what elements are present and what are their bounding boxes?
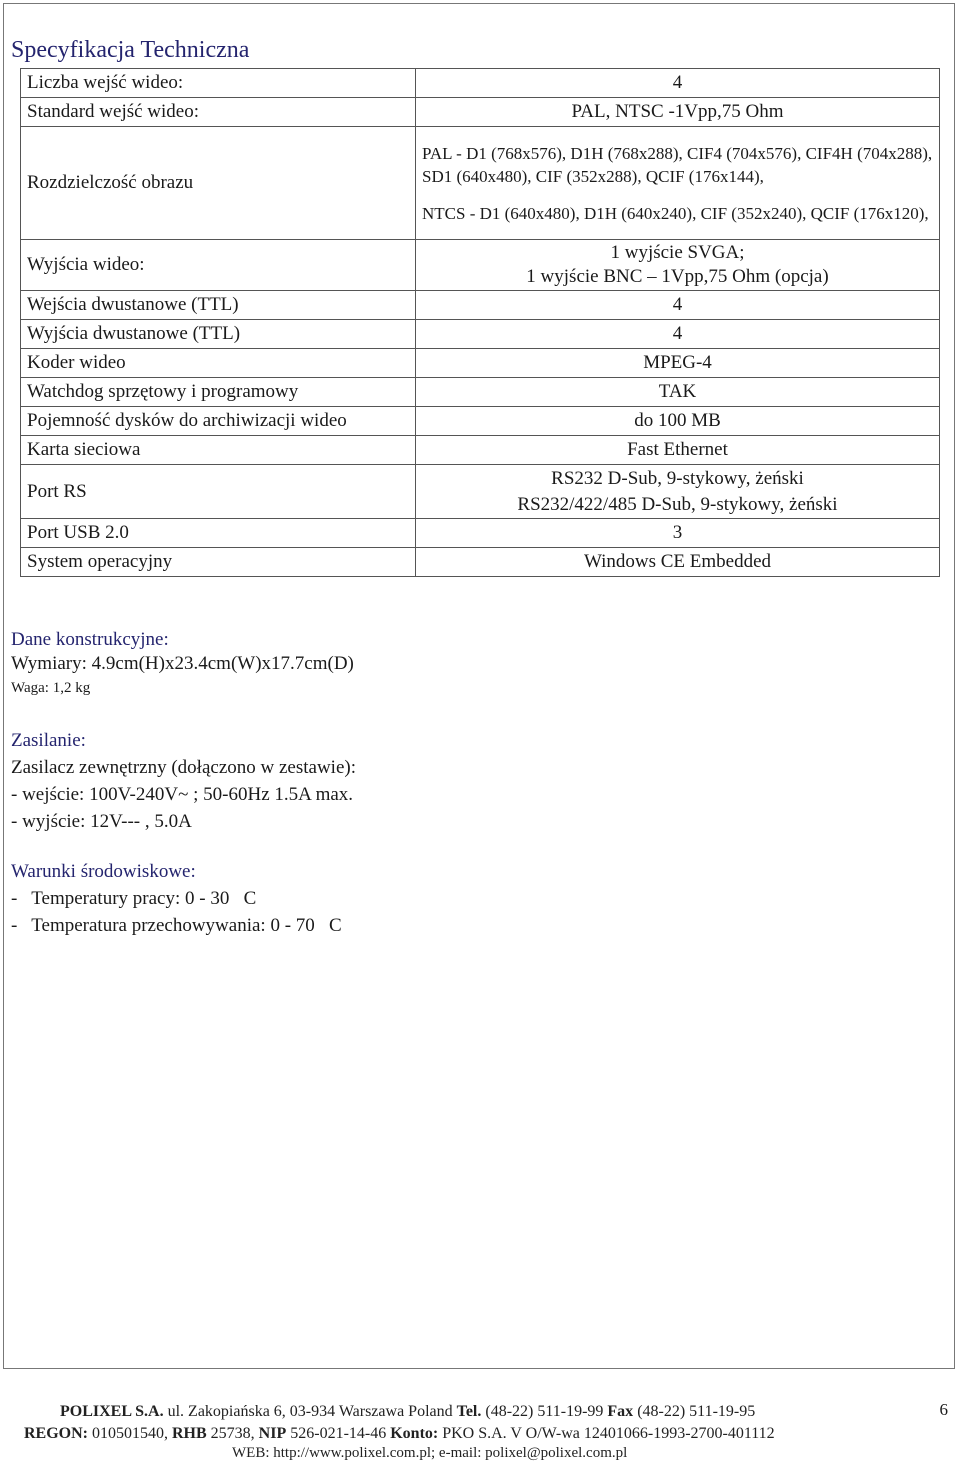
spec-value xyxy=(416,127,940,240)
resolution-pal: PAL - D1 (768x576), D1H (768x288), CIF4 (704x576), CIF4H (704x288), SD1 (640x480), CIF (352x288), QCIF (176x144), xyxy=(422,143,933,186)
video-out-svga: 1 wyjście SVGA; xyxy=(610,242,745,263)
fax-label: Fax xyxy=(607,1403,634,1420)
rs485-port: RS232/422/485 D-Sub, 9-stykowy, żeński xyxy=(517,493,838,515)
table-row xyxy=(21,320,940,349)
footer-line-1 xyxy=(0,1403,960,1421)
tel-number: (48-22) 511-19-99 xyxy=(485,1403,604,1420)
rhb-value: 25738, xyxy=(210,1425,255,1442)
dimensions: Wymiary: 4.9cm(H)x23.4cm(W)x17.7cm(D) xyxy=(11,653,354,674)
power-line: - wyjście: 12V--- , 5.0A xyxy=(11,811,192,832)
spec-key: Pojemność dysków do archiwizacji wideo xyxy=(21,407,416,436)
environment-heading: Warunki środowiskowe: xyxy=(11,861,196,882)
fax-number: (48-22) 511-19-95 xyxy=(637,1403,756,1420)
spec-value: 4 xyxy=(416,69,940,98)
spec-key: System operacyjny xyxy=(21,548,416,577)
env-line: - Temperatury pracy: 0 - 30 C xyxy=(11,888,257,909)
page-number: 6 xyxy=(939,1400,948,1419)
spec-value: 4 xyxy=(416,320,940,349)
spec-value: do 100 MB xyxy=(416,407,940,436)
company-name: POLIXEL S.A. xyxy=(60,1403,164,1420)
construction-heading: Dane konstrukcyjne: xyxy=(11,629,169,650)
table-row xyxy=(21,378,940,407)
regon-label: REGON: xyxy=(24,1425,88,1442)
weight: Waga: 1,2 kg xyxy=(11,680,91,696)
spec-value: MPEG-4 xyxy=(416,349,940,378)
table-row xyxy=(21,127,940,240)
company-address: ul. Zakopiańska 6, 03-934 Warszawa Poland xyxy=(167,1403,453,1420)
power-section xyxy=(11,729,356,834)
environment-section xyxy=(11,860,342,938)
power-line: - wejście: 100V-240V~ ; 50-60Hz 1.5A max. xyxy=(11,784,354,805)
tel-label: Tel. xyxy=(456,1403,482,1420)
resolution-ntsc: NTCS - D1 (640x480), D1H (640x240), CIF (352x240), QCIF (176x120), xyxy=(422,203,929,223)
table-row xyxy=(21,291,940,320)
page-title: Specyfikacja Techniczna xyxy=(11,37,250,63)
spec-key: Wyjścia wideo: xyxy=(21,240,416,291)
table-row xyxy=(21,407,940,436)
spec-key: Watchdog sprzętowy i programowy xyxy=(21,378,416,407)
spec-key: Standard wejść wideo: xyxy=(21,98,416,127)
spec-key: Karta sieciowa xyxy=(21,436,416,465)
spec-key: Port USB 2.0 xyxy=(21,519,416,548)
spec-value xyxy=(416,240,940,291)
spec-key: Wejścia dwustanowe (TTL) xyxy=(21,291,416,320)
construction-section xyxy=(11,628,354,700)
rs232-port: RS232 D-Sub, 9-stykowy, żeński xyxy=(551,467,804,489)
table-row xyxy=(21,465,940,519)
table-row xyxy=(21,240,940,291)
spec-key: Koder wideo xyxy=(21,349,416,378)
spec-value: Fast Ethernet xyxy=(416,436,940,465)
video-out-bnc: 1 wyjście BNC – 1Vpp,75 Ohm (opcja) xyxy=(526,266,829,287)
table-row xyxy=(21,519,940,548)
spec-value: PAL, NTSC -1Vpp,75 Ohm xyxy=(416,98,940,127)
spec-table xyxy=(20,68,940,577)
power-heading: Zasilanie: xyxy=(11,730,86,751)
footer-web[interactable]: WEB: http://www.polixel.com.pl; e-mail: polixel@polixel.com.pl xyxy=(232,1445,628,1461)
rhb-label: RHB xyxy=(172,1425,207,1442)
spec-key: Port RS xyxy=(21,465,416,519)
table-row xyxy=(21,98,940,127)
regon-value: 010501540, xyxy=(92,1425,168,1442)
spec-key: Rozdzielczość obrazu xyxy=(21,127,416,240)
spec-value: 4 xyxy=(416,291,940,320)
env-line: - Temperatura przechowywania: 0 - 70 C xyxy=(11,915,342,936)
spec-value: 3 xyxy=(416,519,940,548)
nip-label: NIP xyxy=(258,1425,287,1442)
table-row xyxy=(21,436,940,465)
konto-label: Konto: xyxy=(390,1425,439,1442)
table-row xyxy=(21,548,940,577)
power-line: Zasilacz zewnętrzny (dołączono w zestawie): xyxy=(11,757,356,778)
footer-line-2 xyxy=(0,1425,960,1443)
spec-value: TAK xyxy=(416,378,940,407)
spec-value: Windows CE Embedded xyxy=(416,548,940,577)
nip-value: 526-021-14-46 xyxy=(290,1425,387,1442)
spec-value xyxy=(416,465,940,519)
spec-key: Liczba wejść wideo: xyxy=(21,69,416,98)
table-row xyxy=(21,349,940,378)
table-row xyxy=(21,69,940,98)
spec-key: Wyjścia dwustanowe (TTL) xyxy=(21,320,416,349)
konto-value: PKO S.A. V O/W-wa 12401066-1993-2700-401112 xyxy=(442,1425,775,1442)
